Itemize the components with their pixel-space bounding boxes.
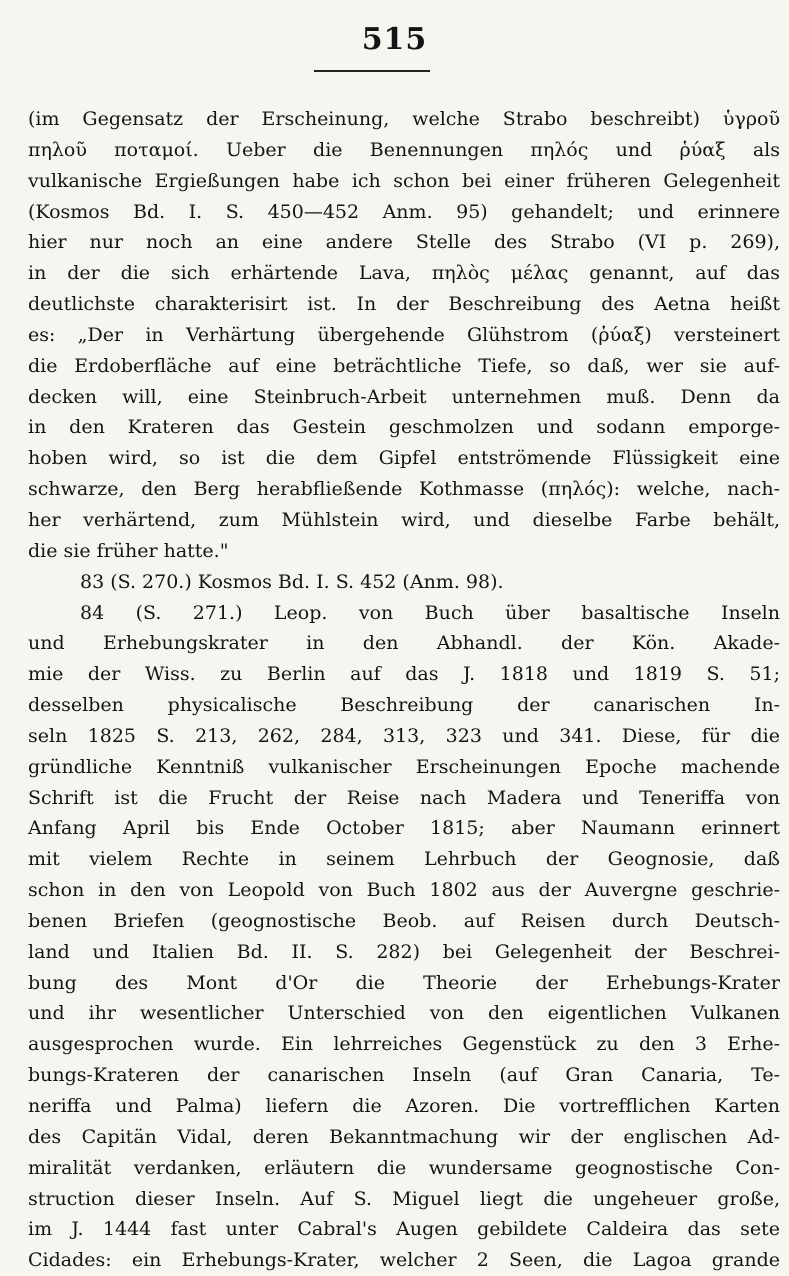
text-line: im J. 1444 fast unter Cabral's Augen gebildete Caldeira das sete xyxy=(28,1218,780,1241)
text-line: in den Krateren das Gestein geschmolzen und sodann emporge- xyxy=(28,416,780,439)
text-line: desselben physicalische Beschreibung der canarischen In- xyxy=(28,694,780,717)
text-line: 84 (S. 271.) Leop. von Buch über basaltische Inseln xyxy=(80,601,780,624)
text-line: deutlichste charakterisirt ist. In der Beschreibung des Aetna heißt xyxy=(28,293,780,316)
page-number: 515 xyxy=(361,22,428,57)
header-rule xyxy=(314,70,430,72)
text-line: ausgesprochen wurde. Ein lehrreiches Gegenstück zu den 3 Erhe- xyxy=(28,1033,780,1056)
text-line: Schrift ist die Frucht der Reise nach Madera und Teneriffa von xyxy=(28,786,780,809)
text-line: (im Gegensatz der Erscheinung, welche Strabo beschreibt) ὑγροῦ xyxy=(28,108,780,130)
text-line: decken will, eine Steinbruch-Arbeit unternehmen muß. Denn da xyxy=(28,385,780,408)
text-line: 83 (S. 270.) Kosmos Bd. I. S. 452 (Anm. 98). xyxy=(80,570,504,593)
text-line: gründliche Kenntniß vulkanischer Erscheinungen Epoche machende xyxy=(28,755,780,778)
text-line: hier nur noch an eine andere Stelle des Strabo (VI p. 269), xyxy=(28,231,780,254)
text-line: in der die sich erhärtende Lava, πηλὸς μέλας genannt, auf das xyxy=(28,262,780,285)
text-line: die sie früher hatte." xyxy=(28,539,229,562)
text-line: mie der Wiss. zu Berlin auf das J. 1818 und 1819 S. 51; xyxy=(28,663,780,686)
text-line: benen Briefen (geognostische Beob. auf Reisen durch Deutsch- xyxy=(28,909,780,932)
text-line: die Erdoberfläche auf eine beträchtliche Tiefe, so daß, wer sie auf- xyxy=(28,354,780,377)
text-line: bungs-Krateren der canarischen Inseln (auf Gran Canaria, Te- xyxy=(28,1064,780,1087)
text-line: her verhärtend, zum Mühlstein wird, und dieselbe Farbe behält, xyxy=(28,508,780,531)
text-line: des Capitän Vidal, deren Bekanntmachung wir der englischen Ad- xyxy=(28,1125,780,1148)
text-line: πηλοῦ ποταμοί. Ueber die Benennungen πηλός und ῥύαξ als xyxy=(28,138,780,161)
text-line: land und Italien Bd. II. S. 282) bei Gelegenheit der Beschrei- xyxy=(28,940,780,963)
text-line: und Erhebungskrater in den Abhandl. der Kön. Akade- xyxy=(28,632,780,655)
text-line: vulkanische Ergießungen habe ich schon bei einer früheren Gelegenheit xyxy=(28,169,780,192)
text-line: schon in den von Leopold von Buch 1802 aus der Auvergne geschrie- xyxy=(28,879,780,902)
text-line: mit vielem Rechte in seinem Lehrbuch der Geognosie, daß xyxy=(28,848,780,871)
text-line: und ihr wesentlicher Unterschied von den eigentlichen Vulkanen xyxy=(28,1002,780,1025)
text-line: (Kosmos Bd. I. S. 450—452 Anm. 95) gehandelt; und erinnere xyxy=(28,200,780,223)
text-line: Cidades: ein Erhebungs-Krater, welcher 2 Seen, die Lagoa grande xyxy=(28,1249,780,1272)
text-line: es: „Der in Verhärtung übergehende Glühstrom (ῥύαξ) versteinert xyxy=(28,323,780,346)
text-line: Anfang April bis Ende October 1815; aber Naumann erinnert xyxy=(28,817,780,840)
text-line: neriffa und Palma) liefern die Azoren. Die vortrefflichen Karten xyxy=(28,1095,780,1117)
body-text xyxy=(28,104,780,1276)
text-line: miralität verdanken, erläutern die wundersame geognostische Con- xyxy=(28,1156,780,1179)
text-line: bung des Mont d'Or die Theorie der Erhebungs-Krater xyxy=(28,971,780,994)
text-line: seln 1825 S. 213, 262, 284, 313, 323 und 341. Diese, für die xyxy=(28,724,780,747)
text-line: hoben wird, so ist die dem Gipfel entströmende Flüssigkeit eine xyxy=(28,447,780,470)
text-line: schwarze, den Berg herabfließende Kothmasse (πηλός): welche, nach- xyxy=(28,478,780,501)
text-line: struction dieser Inseln. Auf S. Miguel liegt die ungeheuer große, xyxy=(28,1187,780,1210)
